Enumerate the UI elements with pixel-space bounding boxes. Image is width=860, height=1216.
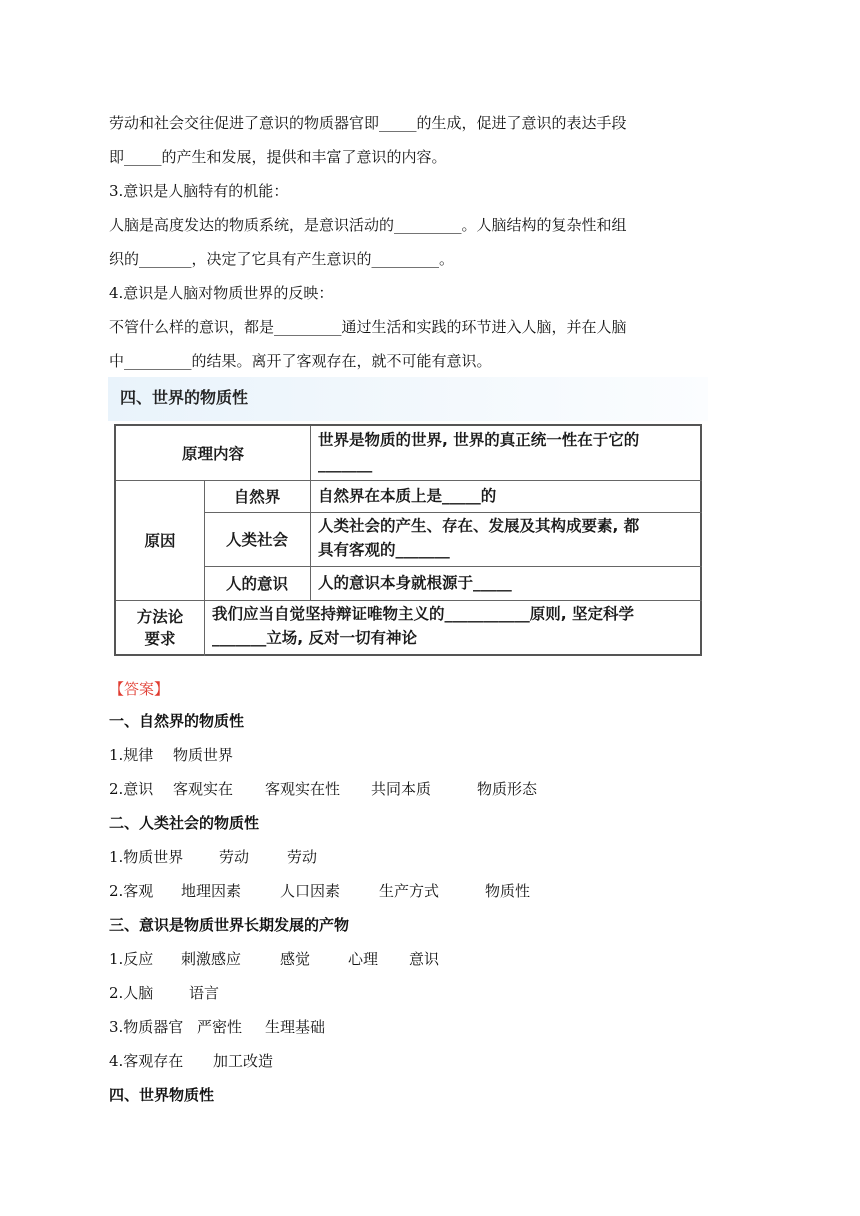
section-header-bar <box>108 377 708 421</box>
answer-item: 生理基础 <box>265 1018 326 1036</box>
answer-item: 1.反应 <box>109 950 154 968</box>
answer-item: 客观实在 <box>173 780 234 798</box>
paragraph-line: 不管什么样的意识，都是_________通过生活和实践的环节进入人脑，并在人脑 <box>109 318 627 336</box>
answer-item: 共同本质 <box>371 780 432 798</box>
answer-item: 客观实在性 <box>265 780 341 798</box>
nature-content: 自然界在本质上是_____的 <box>318 487 497 505</box>
answer-item: 意识 <box>409 950 440 968</box>
answer-item: 严密性 <box>197 1018 243 1036</box>
answer-item: 2.人脑 <box>109 984 154 1002</box>
answer-label: 【答案】 <box>109 680 170 698</box>
answer-item: 生产方式 <box>379 882 440 900</box>
consciousness-label: 人的意识 <box>225 575 288 593</box>
answer-row <box>109 744 233 765</box>
answer-item: 劳动 <box>287 848 318 866</box>
paragraph-line: 3.意识是人脑特有的机能： <box>109 182 289 200</box>
nature-label: 自然界 <box>233 488 281 506</box>
paragraph-line: 劳动和社会交往促进了意识的物质器官即_____的生成，促进了意识的表达手段 <box>109 114 627 132</box>
answer-item: 4.客观存在 <box>109 1052 184 1070</box>
answer-row <box>109 948 439 969</box>
society-text-line: 人类社会的产生、存在、发展及其构成要素, 都 <box>318 517 640 535</box>
principle-content <box>310 428 702 480</box>
method-text-line: _______立场, 反对一切有神论 <box>212 629 418 647</box>
answer-item: 地理因素 <box>181 882 242 900</box>
principle-label: 原理内容 <box>181 445 244 463</box>
answer-item: 3.物质器官 <box>109 1018 184 1036</box>
answer-heading: 三、意识是物质世界长期发展的产物 <box>109 916 350 934</box>
answer-item: 劳动 <box>219 848 250 866</box>
paragraph-line: 即_____的产生和发展，提供和丰富了意识的内容。 <box>109 148 447 166</box>
method-label <box>116 600 204 656</box>
method-label-line: 方法论 <box>136 608 184 626</box>
answer-item: 语言 <box>189 984 220 1002</box>
paragraph-line: 人脑是高度发达的物质系统，是意识活动的_________。人脑结构的复杂性和组 <box>109 216 627 234</box>
summary-table <box>114 424 702 656</box>
answer-row <box>109 846 317 867</box>
paragraph-line: 中_________的结果。离开了客观存在，就不可能有意识。 <box>109 352 492 370</box>
society-content <box>310 514 702 566</box>
method-text-line: 我们应当自觉坚持辩证唯物主义的___________原则, 坚定科学 <box>212 605 635 623</box>
answer-item: 心理 <box>348 950 379 968</box>
method-content <box>204 602 702 656</box>
answer-row <box>109 1016 325 1037</box>
answer-heading: 一、自然界的物质性 <box>109 712 245 730</box>
section-title: 四、世界的物质性 <box>120 388 249 407</box>
answer-item: 1.规律 <box>109 746 154 764</box>
reason-label: 原因 <box>144 532 176 550</box>
answer-row <box>109 982 219 1003</box>
answer-item: 物质形态 <box>477 780 538 798</box>
answer-item: 2.意识 <box>109 780 154 798</box>
answer-item: 物质性 <box>485 882 531 900</box>
answer-row <box>109 1050 273 1071</box>
paragraph-line: 织的_______，决定了它具有产生意识的_________。 <box>109 250 455 268</box>
answer-row <box>109 880 530 901</box>
answer-item: 物质世界 <box>173 746 234 764</box>
society-text-line: 具有客观的_______ <box>318 541 450 559</box>
method-label-line: 要求 <box>144 630 176 648</box>
answer-item: 加工改造 <box>213 1052 274 1070</box>
answer-item: 2.客观 <box>109 882 154 900</box>
principle-text-line: 世界是物质的世界, 世界的真正统一性在于它的 <box>318 431 640 449</box>
answer-heading: 四、世界物质性 <box>109 1086 215 1104</box>
consciousness-content: 人的意识本身就根源于_____ <box>318 574 512 592</box>
principle-text-line: _______ <box>318 455 373 473</box>
answer-item: 感觉 <box>280 950 311 968</box>
answer-row <box>109 778 537 799</box>
answer-heading: 二、人类社会的物质性 <box>109 814 260 832</box>
answer-item: 刺激感应 <box>181 950 242 968</box>
answer-item: 1.物质世界 <box>109 848 184 866</box>
paragraph-line: 4.意识是人脑对物质世界的反映： <box>109 284 334 302</box>
society-label: 人类社会 <box>225 531 288 549</box>
answer-item: 人口因素 <box>280 882 341 900</box>
